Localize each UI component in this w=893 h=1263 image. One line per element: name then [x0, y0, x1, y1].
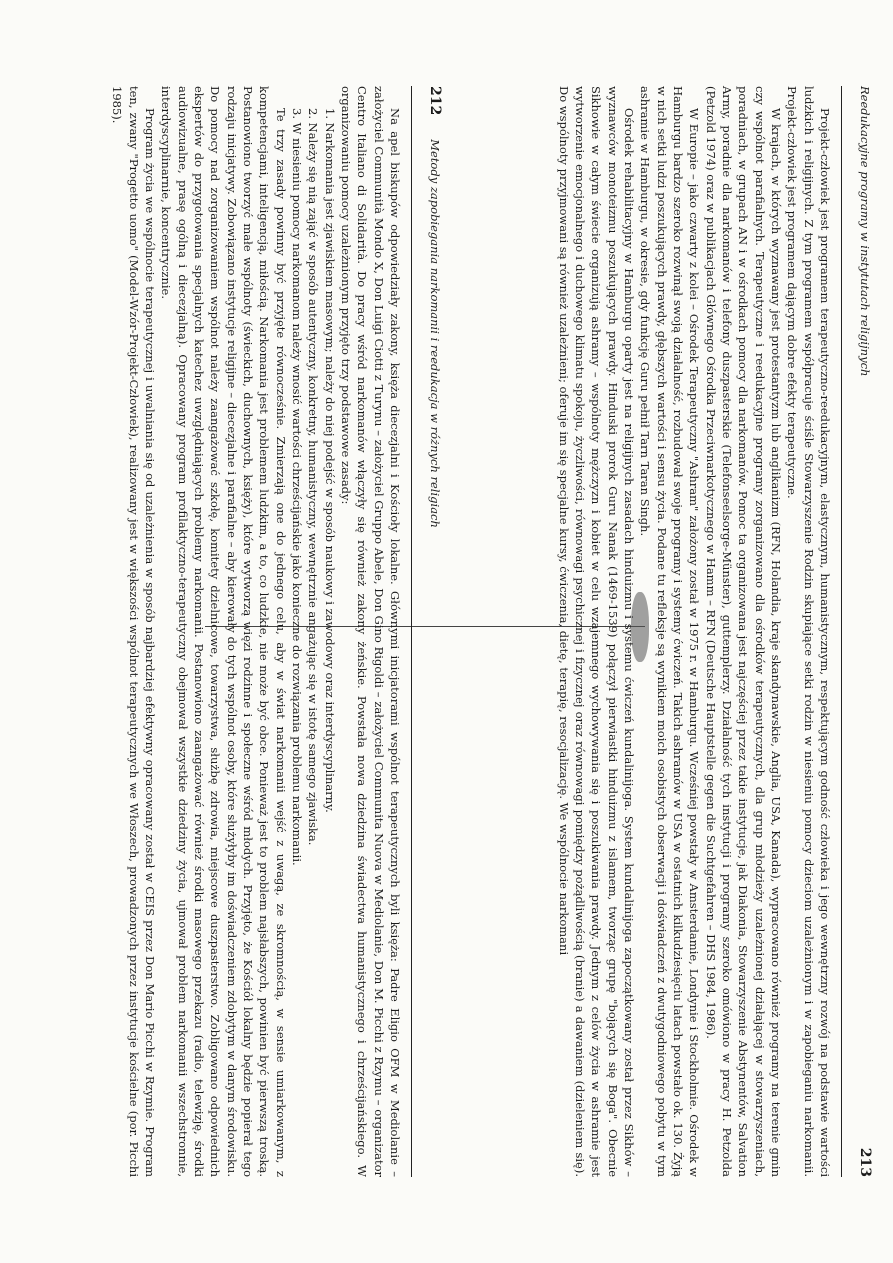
- right-paragraph: W Europie – jako czwarty z kolei – Ośrodek Terapeutyczny "Ashram" założony został w 1975 r. w Hamburgu. Wcześniej powstały w Amsterdamie, Londynie i Stockholmie. Ośrodek w Hamburgu bardzo szeroko rozwinął swoją działalność, rozbudował swoje programy i systemy ćwiczeń. Takich ashramów w USA w ostatnich kilkudziesięciu latach powstało ok. 130. Żyją w nich setki ludzi poszukujących prawdy, głębszych wartości i sensu życia. Podane tu refleksje są wynikiem moich osobistych obserwacji i doświadczeń z dwutygodniowego pobytu w tym ashramie w Hamburgu, w okresie, gdy funkcję Guru pełnił Tarn Taran Singh.: [638, 86, 702, 1177]
- right-page-number: 213: [857, 1147, 873, 1177]
- left-paragraph: Program życia we wspólnocie terapeutycznej i uwalniania się od uzależnienia w sposób najbardziej efektywny opracowany został w CEIS przez Don Mario Picchi w Rzymie. Program ten, zwany "Progetto uomo" (Model-Wzór-Projekt-Człowiek), realizowany jest w większości wspólnot terapeutycznych we Włoszech, prowadzonych przez instytucje kościelne (por. Picchi 1985).: [110, 86, 158, 1177]
- left-paragraph: Na apel biskupów odpowiedziały zakony, księża diecezjalni i Kościoły lokalne. Głównymi inicjatorami wspólnot terapeutycznych byli księża: Padre Eligio OFM w Mediolanie – założyciel Communità Mondo X, Don Luigi Ciotti z Turynu – założyciel Gruppo Abele, Don Gino Rigoldi – założyciel Communita Nuova w Mediolanie, Don M. Picchi z Rzymu – organizator Centro Italiano di Solidarità. Do pracy wśród narkomanów włączyły się również zakony żeńskie. Powstała nowa dziedzina świadectwa humanistycznego i chrześcijańskiego. W organizowaniu pomocy uzależnionym przyjęto trzy podstawowe zasady:: [339, 86, 402, 1177]
- left-page-number: 212: [427, 86, 443, 116]
- right-running-head: Reedukacyjne programy w instytutach religijnych: [858, 86, 872, 377]
- right-page-header: [841, 86, 874, 1177]
- left-paragraph: Te trzy zasady powinny być przyjęte równocześnie. Zmierzają one do jednego celu, aby w świat narkomanii wejść z uwagą, ze skromnością, w sensie umiarkowanym, z kompetencjami, inteligencją, miłością. Narkomania jest problemem ludzkim, a to, co ludzkie, nie może być obce. Ponieważ jest to problem najsłabszych, powinien być pierwszą troską. Postanowiono tworzyć małe wspólnoty (świeckich, duchownych, księży), które wytworzą więzi rodzinne i społeczne wśród młodych. Przyjęto, że Kościół lokalny będzie popierał tego rodzaju inicjatywy. Zobowiązano instytucje religijne – diecezjalne i parafialne – aby kierowały do tych wspólnot osoby, które służyłyby im doświadczeniem zdobytym w danym środowisku. Do pomocy nad zorganizowaniem wspólnot należy zaangażować szkołę, komitety dzielnicowe, towarzystwa, służbę zdrowia, miejscowe duszpasterstwo. Zobligowano odpowiednich ekspertów do przygotowania specjalnych katechez uwzględniających problemy narkomanii. Postanowiono zaangażować również środki masowego przekazu (radio, telewizję, środki audiowizualne, prasę ogólną i diecezjalną). Opracowany program profilaktyczno-terapeutyczny obejmował wszystkie dziedziny życia, ujmował problem narkomanii wszechstronnie, interdyscyplinarnie, koncentrycznie.: [159, 86, 288, 1177]
- left-running-head: Metody zapobiegania narkomanii i reedukacja w różnych religiach: [428, 139, 442, 528]
- left-paragraph: 3. W niesieniu pomocy narkomanom należy wnosić wartości chrześcijańskie jako konieczne do rozwiązania problemu narkomanii.: [290, 108, 305, 866]
- left-paragraph: 1. Narkomania jest zjawiskiem masowym; należy do niej podejść w sposób naukowy i zawodowy oraz interdyscyplinarny.: [322, 108, 337, 813]
- right-page-body: [555, 86, 833, 1177]
- right-page: [144, 64, 874, 1199]
- left-paragraph: 2. Należy się nią zająć w sposób autentyczny, konkretny, humanistyczny, wewnętrznie angażując się w istotę samego zjawiska.: [306, 108, 321, 846]
- right-paragraph: Ośrodek rehabilitacyjny w Hamburgu oparty jest na religijnych zasadach hinduizmu i systemu ćwiczeń kundalinijoga. System kundalinijoga zapoczątkowany został przez Sikhów – wyznawców monoteizmu poszukujących prawdy. Hinduski prorok Guru Nanak (1469-1539) połączył pierwiastki hinduizmu z islamem, tworząc grupę "bojących się Boga". Obecnie Sikhowie w całym świecie organizują ashramy – wspólnoty mężczyzn i kobiet w celu wzajemnego wychowywania się i poszukiwania prawdy. Jednym z celów życia w ashramie jest wytworzenie emocjonalnego i duchowego klimatu spokoju, życzliwości, równowagi psychicznej i fizycznej oraz równowagi pomiędzy pożądliwością (branie) a dawaniem (dzieleniem się). Do wspólnoty przyjmowani są również uzależnieni; oferuje im się specjalne kursy, ćwiczenia, dietę, terapię, resocjalizację. We wspólnocie narkomani: [556, 86, 637, 1177]
- right-paragraph: W krajach, w których wyznawany jest protestantyzm lub anglikanizm (RFN, Holandia, kraje skandynawskie, Anglia, USA, Kanada), wypracowano również programy na terenie gmin czy wspólnot parafialnych. Terapeutyczne i reedukacyjne programy zorganizowano dla ośrodków terapeutycznych, dla grup młodzieży uzależnionej działającej w stowarzyszeniach, poradniach, w grupach AN i w ośrodkach pomocy dla narkomanów. Pomoc ta organizowana jest najczęściej przez takie instytucje, jak Diakonia, Stowarzyszenie Abstynentów, Salvation Army, poradnie dla narkomanów i telefony duszpasterskie (Telefonseelsorge-Münster), guttemplerzy. Działalność tych instytucji i programy szeroko omówiono w pracy H. Petzolda (Petzold 1974) oraz w publikacjach Głównego Ośrodka Przeciwnarkotycznego w Hamm – RFN (Deutsche Hauptstelle gegen die Suchtgefahren – DHS 1984, 1986).: [703, 86, 784, 1177]
- right-paragraph: Projekt-człowiek jest programem terapeutyczno-reedukacyjnym, elastycznym, humanistycznym, respektującym godność człowieka i jego wewnętrzny rozwój na podstawie wartości ludzkich i religijnych. Z tym programem współpracuje ściśle Stowarzyszenie Rodzin skupiające setki rodzin w niesieniu pomocy dzieciom uzależnionym i w zapobieganiu narkomanii. Projekt-człowiek jest programem dającym dobre efekty terapeutyczne.: [785, 86, 832, 1177]
